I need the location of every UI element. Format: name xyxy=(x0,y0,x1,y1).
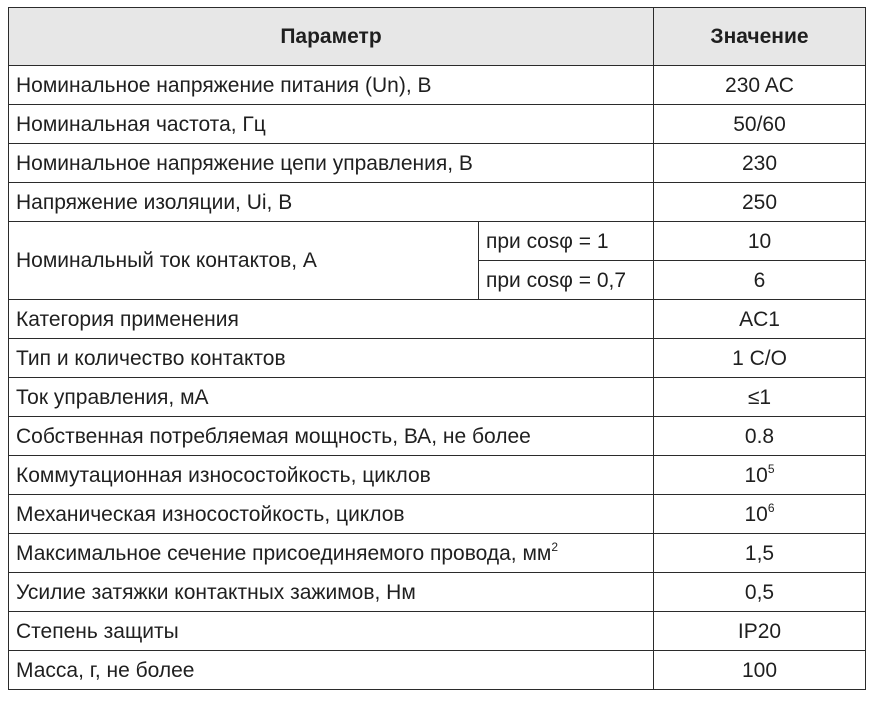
table-row xyxy=(9,378,866,417)
param-cell: Тип и количество контактов xyxy=(9,339,654,378)
value-cell: 0.8 xyxy=(654,417,866,456)
table-row xyxy=(9,651,866,690)
table-header-row xyxy=(9,8,866,66)
value-cell: 6 xyxy=(654,261,866,300)
param-exponent: 2 xyxy=(551,539,559,554)
value-cell: 1 C/O xyxy=(654,339,866,378)
table-row xyxy=(9,456,866,495)
param-text: Максимальное сечение присоединяемого провода, мм xyxy=(16,541,552,565)
table-row xyxy=(9,573,866,612)
table-row xyxy=(9,183,866,222)
param-cell: Степень защиты xyxy=(9,612,654,651)
table-row xyxy=(9,66,866,105)
value-cell: ≤1 xyxy=(654,378,866,417)
value-cell: 10 xyxy=(654,222,866,261)
table-row xyxy=(9,300,866,339)
param-cell: Номинальное напряжение цепи управления, В xyxy=(9,144,654,183)
value-cell: 0,5 xyxy=(654,573,866,612)
param-cell: Номинальная частота, Гц xyxy=(9,105,654,144)
table-row xyxy=(9,222,866,261)
value-base: 10 xyxy=(744,463,768,487)
value-cell: 230 xyxy=(654,144,866,183)
table-row xyxy=(9,339,866,378)
value-cell: IP20 xyxy=(654,612,866,651)
value-cell xyxy=(654,495,866,534)
value-cell: 50/60 xyxy=(654,105,866,144)
value-cell: AC1 xyxy=(654,300,866,339)
table-row xyxy=(9,495,866,534)
table-row xyxy=(9,417,866,456)
value-cell xyxy=(654,456,866,495)
param-cell: Собственная потребляемая мощность, ВА, не более xyxy=(9,417,654,456)
param-cell: Номинальное напряжение питания (Un), В xyxy=(9,66,654,105)
header-param: Параметр xyxy=(9,8,654,66)
table-row xyxy=(9,105,866,144)
param-cell: Масса, г, не более xyxy=(9,651,654,690)
condition-cell: при cosφ = 1 xyxy=(479,222,654,261)
param-cell: Усилие затяжки контактных зажимов, Нм xyxy=(9,573,654,612)
param-cell: Коммутационная износостойкость, циклов xyxy=(9,456,654,495)
table-row xyxy=(9,534,866,573)
param-cell: Ток управления, мА xyxy=(9,378,654,417)
value-cell: 230 AC xyxy=(654,66,866,105)
table-row xyxy=(9,144,866,183)
param-cell xyxy=(9,534,654,573)
table-row xyxy=(9,612,866,651)
param-cell: Категория применения xyxy=(9,300,654,339)
condition-cell: при cosφ = 0,7 xyxy=(479,261,654,300)
value-cell: 250 xyxy=(654,183,866,222)
param-cell: Напряжение изоляции, Ui, В xyxy=(9,183,654,222)
header-value: Значение xyxy=(654,8,866,66)
value-cell: 1,5 xyxy=(654,534,866,573)
value-cell: 100 xyxy=(654,651,866,690)
value-exponent: 5 xyxy=(767,461,775,476)
value-base: 10 xyxy=(744,502,768,526)
param-cell: Механическая износостойкость, циклов xyxy=(9,495,654,534)
value-exponent: 6 xyxy=(767,500,775,515)
param-cell: Номинальный ток контактов, А xyxy=(9,222,479,300)
spec-table xyxy=(8,7,866,690)
